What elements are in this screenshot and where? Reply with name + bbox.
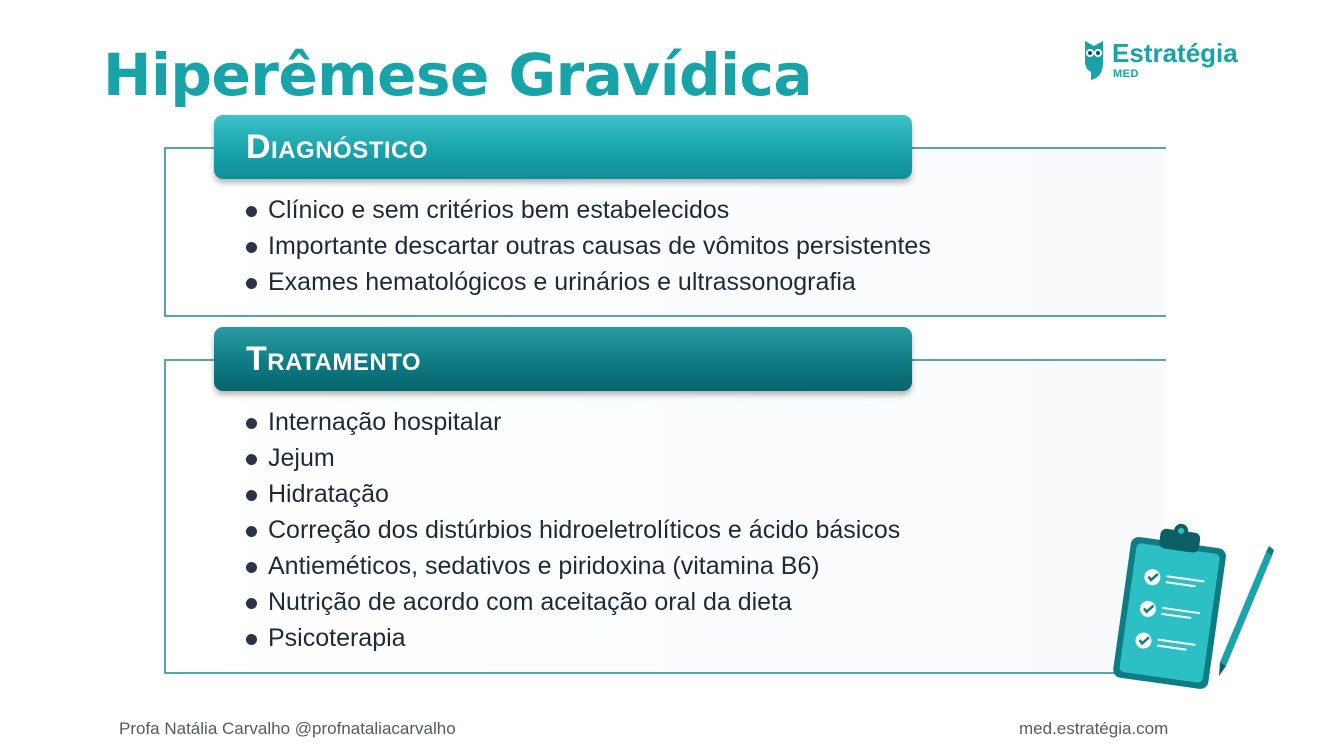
diagnostico-header [214,115,912,179]
footer-author: Profa Natália Carvalho @profnataliacarvalho [119,719,456,738]
list-item: Internação hospitalar [244,404,900,440]
page-title: Hiperêmese Gravídica [103,41,812,109]
logo-sub: MED [1113,68,1139,80]
diagnostico-list [244,192,931,300]
list-item: Psicoterapia [244,620,900,656]
owl-logo-icon [1082,39,1106,81]
list-item: Nutrição de acordo com aceitação oral da dieta [244,584,900,620]
list-item: Exames hematológicos e urinários e ultrassonografia [244,264,931,300]
list-item: Correção dos distúrbios hidroeletrolíticos e ácido básicos [244,512,900,548]
footer-site: med.estratégia.com [1019,719,1169,738]
logo-brand: Estratégia [1112,38,1238,68]
list-item: Clínico e sem critérios bem estabelecidos [244,192,931,228]
list-item: Antieméticos, sedativos e piridoxina (vitamina B6) [244,548,900,584]
tratamento-list [244,404,900,656]
clipboard-checklist-icon [1100,520,1280,690]
list-item: Jejum [244,440,900,476]
tratamento-header [214,327,912,391]
list-item: Hidratação [244,476,900,512]
tratamento-label: Tratamento [246,340,422,378]
pen-icon [1219,546,1274,676]
diagnostico-label: Diagnóstico [246,128,429,166]
list-item: Importante descartar outras causas de vômitos persistentes [244,228,931,264]
